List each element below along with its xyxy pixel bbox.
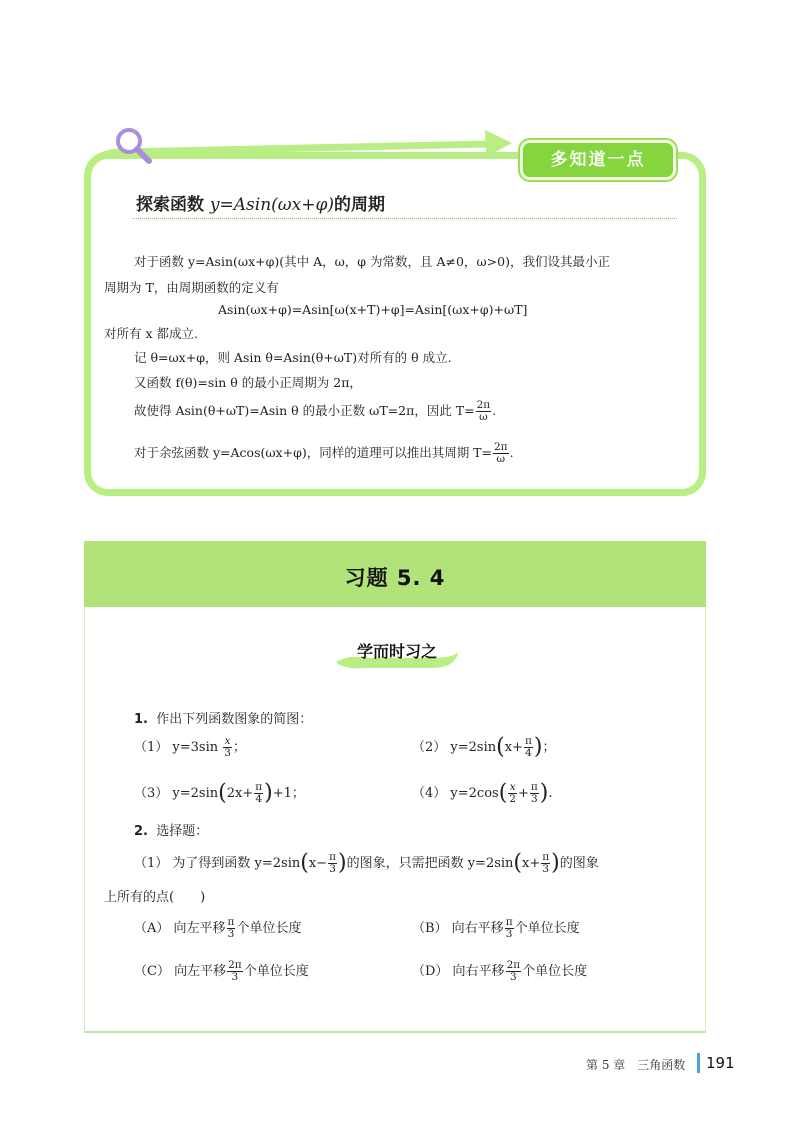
- question-1-item-2: （2） y=2sin(x+ $\frac{\pi}{4}$ )；: [412, 734, 556, 760]
- exercise-title: 习题 5. 4: [344, 566, 446, 590]
- magnifier-icon: [112, 124, 156, 168]
- option-d: （D） 向右平移 $\frac{2\pi}{3}$ 个单位长度: [412, 959, 588, 984]
- paragraph-line: 记 θ=ωx+φ，则 Asin θ=Asin(θ+ωT)对所有的 θ 成立.: [134, 350, 452, 365]
- paragraph-line: 对所有 x 都成立.: [104, 326, 198, 341]
- question-1-item-4: （4） y=2cos( $\frac{x}{2}$ + $\frac{\pi}{3}$ ).: [412, 780, 553, 806]
- paragraph-line: 对于函数 y=Asin(ωx+φ)(其中 A，ω，φ 为常数，且 A≠0，ω>0)，我们设其最小正: [134, 254, 610, 269]
- question-1: 1. 作出下列函数图象的简图：: [134, 712, 313, 727]
- option-c: （C） 向左平移 $\frac{2\pi}{3}$ 个单位长度: [134, 959, 309, 984]
- know-more-title: 探索函数 y=Asin(ωx+φ)的周期: [136, 195, 386, 215]
- question-1-item-3: （3） y=2sin(2x+ $\frac{\pi}{4}$ )+1；: [134, 780, 305, 806]
- page-number: 191: [706, 1054, 735, 1072]
- paragraph-line-period-sine: 故使得 Asin(θ+ωT)=Asin θ 的最小正数 ωT=2π，因此 T= $\frac{2\pi}{\omega}$ .: [134, 399, 497, 424]
- paragraph-line-period-cosine: 对于余弦函数 y=Acos(ωx+φ)，同样的道理可以推出其周期 T= $\frac{2\pi}{\omega}$ .: [134, 441, 514, 466]
- study-badge: 学而时习之: [356, 642, 437, 661]
- question-2-item-1-line-2: 上所有的点( ): [104, 890, 206, 905]
- know-more-tab: 多知道一点: [520, 140, 676, 180]
- chapter-label: 第 5 章 三角函数: [586, 1058, 686, 1072]
- period-equation: Asin(ωx+φ)=Asin[ω(x+T)+φ]=Asin[(ωx+φ)+ωT]: [218, 302, 528, 317]
- question-1-item-1: （1） y=3sin $\frac{x}{3}$ ；: [134, 735, 246, 760]
- footer-divider: [697, 1053, 700, 1073]
- option-b: （B） 向右平移 $\frac{\pi}{3}$ 个单位长度: [412, 916, 580, 941]
- paragraph-line: 周期为 T，由周期函数的定义有: [104, 280, 279, 295]
- question-2: 2. 选择题：: [134, 824, 209, 839]
- paragraph-line: 又函数 f(θ)=sin θ 的最小正周期为 2π，: [134, 375, 362, 390]
- title-dotted-rule: [132, 218, 677, 219]
- option-a: （A） 向左平移 $\frac{\pi}{3}$ 个单位长度: [134, 916, 302, 941]
- question-2-item-1: （1） 为了得到函数 y=2sin(x− $\frac{\pi}{3}$ )的图象，只需把函数 y=2sin(x+ $\frac{\pi}{3}$ )的图象: [134, 850, 599, 876]
